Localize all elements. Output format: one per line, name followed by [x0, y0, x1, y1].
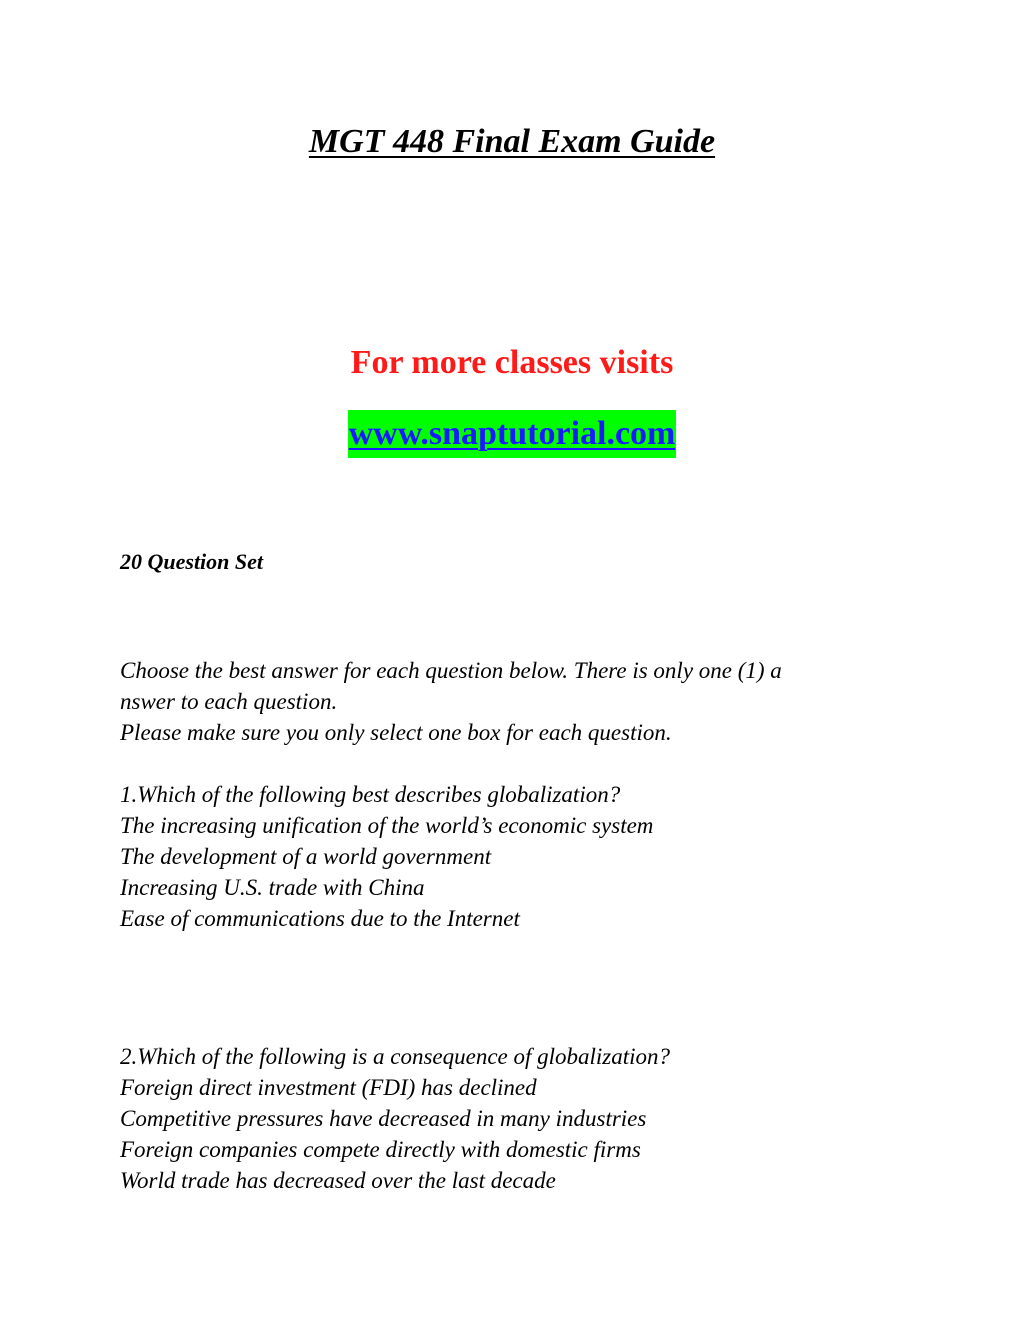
question-prompt: 1.Which of the following best describes globalization? — [120, 782, 621, 807]
page-title: MGT 448 Final Exam Guide — [308, 123, 716, 160]
answer-option[interactable]: The increasing unification of the world’s economic system — [120, 813, 654, 838]
answer-option[interactable]: Competitive pressures have decreased in many industries — [120, 1106, 647, 1131]
answer-option[interactable]: The development of a world government — [120, 844, 492, 869]
answer-option[interactable]: Increasing U.S. trade with China — [120, 875, 425, 900]
question-1 — [120, 779, 653, 934]
answer-option[interactable]: Foreign companies compete directly with domestic firms — [120, 1137, 641, 1162]
question-set-label: 20 Question Set — [120, 549, 264, 574]
promo-link-container — [0, 410, 1024, 458]
question-2 — [120, 1041, 670, 1196]
answer-option[interactable]: World trade has decreased over the last decade — [120, 1168, 556, 1193]
answer-option[interactable]: Foreign direct investment (FDI) has declined — [120, 1075, 537, 1100]
question-prompt: 2.Which of the following is a consequence of globalization? — [120, 1044, 671, 1069]
answer-option[interactable]: Ease of communications due to the Internet — [120, 906, 520, 931]
instruction-line: Choose the best answer for each question below. There is only one (1) a — [120, 658, 782, 683]
instruction-line: Please make sure you only select one box for each question. — [120, 720, 672, 745]
instruction-line: nswer to each question. — [120, 689, 338, 714]
snaptutorial-link[interactable]: www.snaptutorial.com — [348, 410, 677, 458]
instructions — [120, 655, 782, 748]
promo-text: For more classes visits — [350, 344, 674, 381]
